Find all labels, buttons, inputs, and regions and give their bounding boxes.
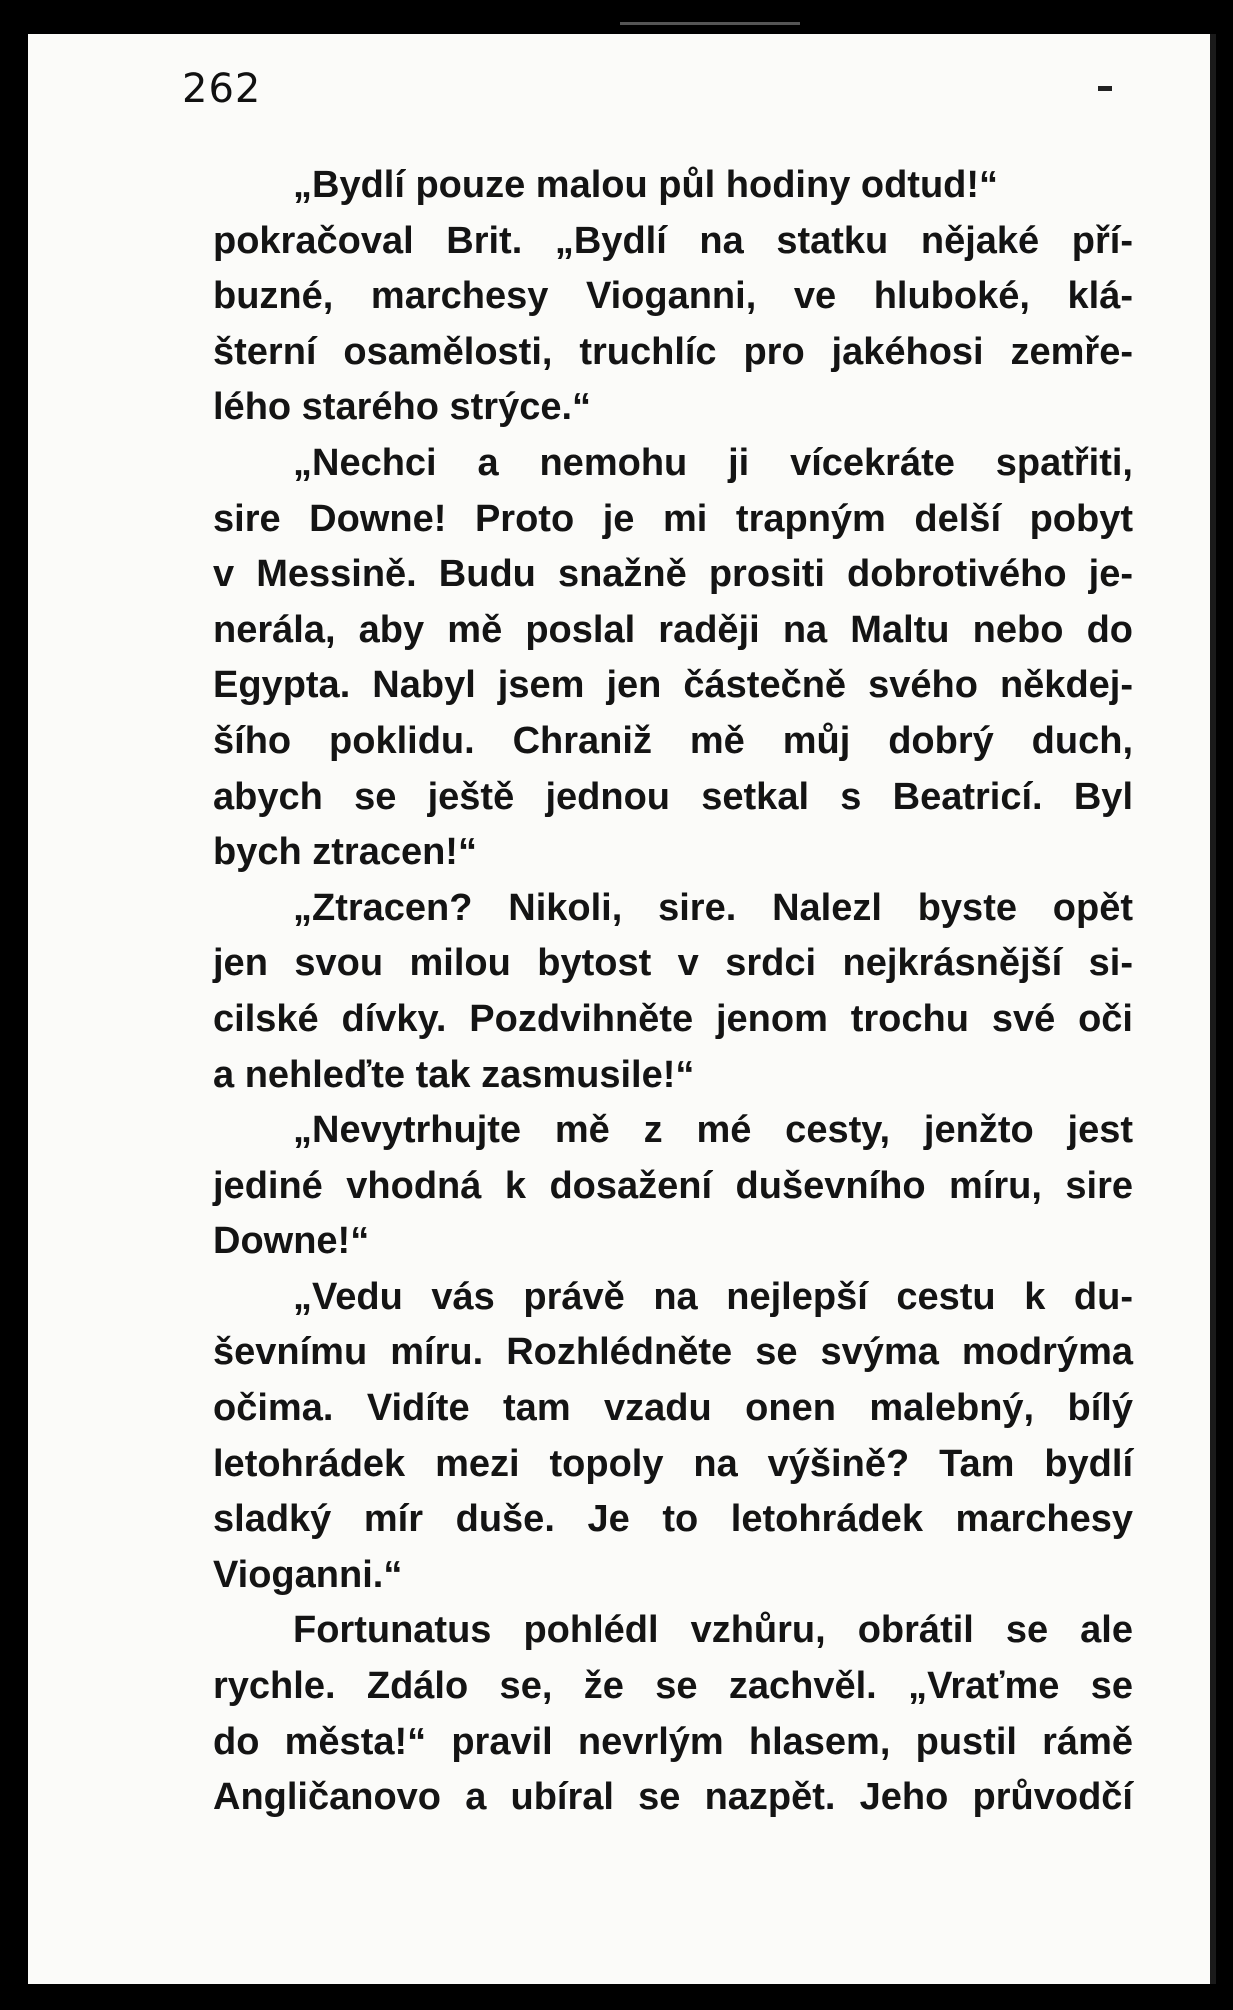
- text-line: „Bydlí pouze malou půl hodiny odtud!“: [293, 164, 999, 206]
- text-line: do města!“ pravil nevrlým hlasem, pustil rámě: [213, 1720, 1133, 1763]
- text-line: „Vedu vás právě na nejlepší cestu k du-: [293, 1275, 1133, 1318]
- text-line: šterní osamělosti, truchlíc pro jakéhosi zemře-: [213, 330, 1133, 373]
- text-line: sladký mír duše. Je to letohrádek marchesy: [213, 1498, 1133, 1541]
- text-line: bych ztracen!“: [213, 831, 477, 874]
- text-line: Downe!“: [213, 1220, 370, 1263]
- text-line: v Messině. Budu snažně prositi dobrotivého je-: [213, 553, 1133, 596]
- text-line: očima. Vidíte tam vzadu onen malebný, bílý: [213, 1387, 1133, 1430]
- text-line: ševnímu míru. Rozhlédněte se svýma modrýma: [213, 1331, 1133, 1374]
- page-body-text: [213, 158, 1133, 1826]
- text-line: Angličanovo a ubíral se nazpět. Jeho průvodčí: [213, 1776, 1133, 1819]
- text-line: letohrádek mezi topoly na výšině? Tam bydlí: [213, 1442, 1133, 1485]
- scan-artifact-top: [620, 22, 800, 25]
- text-line: buzné, marchesy Vioganni, ve hluboké, klá-: [213, 275, 1133, 318]
- text-line: lého starého strýce.“: [213, 386, 592, 429]
- text-line: „Nevytrhujte mě z mé cesty, jenžto jest: [293, 1109, 1133, 1152]
- text-line: Vioganni.“: [213, 1553, 403, 1596]
- text-line: abych se ještě jednou setkal s Beatricí. Byl: [213, 775, 1133, 818]
- text-line: jen svou milou bytost v srdci nejkrásnější si-: [213, 942, 1133, 985]
- text-line: „Nechci a nemohu ji vícekráte spatřiti,: [293, 441, 1133, 484]
- text-line: šího poklidu. Chraniž mě můj dobrý duch,: [213, 719, 1133, 762]
- text-line: cilské dívky. Pozdvihněte jenom trochu své oči: [213, 997, 1133, 1040]
- text-line: „Ztracen? Nikoli, sire. Nalezl byste opět: [293, 886, 1133, 929]
- text-line: Egypta. Nabyl jsem jen částečně svého někdej-: [213, 664, 1133, 707]
- text-line: Fortunatus pohlédl vzhůru, obrátil se ale: [293, 1609, 1133, 1652]
- text-line: pokračoval Brit. „Bydlí na statku nějaké pří-: [213, 219, 1133, 262]
- page-number: 262: [182, 66, 262, 112]
- text-line: nerála, aby mě poslal raději na Maltu nebo do: [213, 608, 1133, 651]
- scan-artifact-edge: [1098, 86, 1112, 91]
- text-line: sire Downe! Proto je mi trapným delší pobyt: [213, 497, 1133, 540]
- text-line: a nehleďte tak zasmusile!“: [213, 1053, 695, 1096]
- text-line: jediné vhodná k dosažení duševního míru, sire: [213, 1164, 1133, 1207]
- text-line: rychle. Zdálo se, že se zachvěl. „Vraťme se: [213, 1665, 1133, 1708]
